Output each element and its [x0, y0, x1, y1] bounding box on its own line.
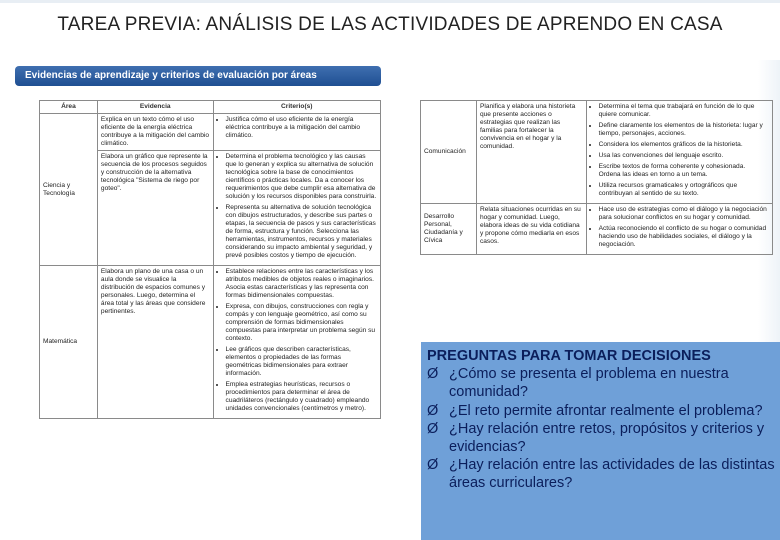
evidence-cell: Elabora un gráfico que represente la secuencia de los procesos seguidos y construcción de la alternativa tecnológica "Sistema de riego por goteo". — [97, 151, 213, 266]
evidence-cell: Relata situaciones ocurridas en su hogar y comunidad. Luego, elabora ideas de su vida cotidiana y propone cómo mediarla en esos casos. — [476, 204, 586, 255]
criterion-item: • Establece relaciones entre las características y los atributos medibles de objetos reales o imaginarios. Asocia estas características y las representa con formas bidimensionales compuestas. — [226, 268, 377, 300]
criteria-cell — [586, 101, 772, 204]
criteria-cell — [213, 266, 380, 419]
criterion-item: • Determina el tema que trabajará en función de lo que quiere comunicar. — [599, 103, 769, 119]
table-row — [40, 114, 381, 151]
question-item — [427, 456, 777, 492]
decision-questions-box — [421, 342, 780, 540]
criterion-item: • Emplea estrategias heurísticas, recursos o procedimientos para determinar el área de cuadriláteros (rectángulo y cuadrado) empleando unidades convencionales (centímetros y metro). — [226, 381, 377, 413]
header-area: Área — [40, 101, 98, 114]
area-cell: Ciencia y Tecnología — [40, 114, 98, 266]
question-item — [427, 365, 777, 401]
criterion-item: • Utiliza recursos gramaticales y ortográficos que contribuyan al sentido de su texto. — [599, 182, 769, 198]
criterion-item: • Define claramente los elementos de la historieta: lugar y tiempo, personajes, acciones. — [599, 122, 769, 138]
table-row — [421, 101, 773, 204]
area-cell: Comunicación — [421, 101, 477, 204]
criterion-item: • Determina el problema tecnológico y las causas que lo generan y explica su alternativa de solución tecnológica sobre la base de conocimientos científicos o prácticas locales. Da a conocer los requerimientos que debe cumplir esa alternativa de solución y los recursos disponibles para construirla. — [226, 153, 377, 201]
criterion-item: • Actúa reconociendo el conflicto de su hogar o comunidad haciendo uso de habilidades sociales, el diálogo y la negociación. — [599, 225, 769, 249]
table-header-row — [40, 101, 381, 114]
area-cell: Desarrollo Personal, Ciudadanía y Cívica — [421, 204, 477, 255]
criterion-item: • Considera los elementos gráficos de la historieta. — [599, 141, 769, 149]
top-accent-bar — [0, 0, 780, 3]
criterion-item: • Representa su alternativa de solución tecnológica con dibujos estructurados, y describe sus partes o etapas, la secuencia de pasos y sus características de forma, estructura y función. Selecciona las herramientas, instrumentos, recursos y materiales considerando su impacto ambiental y seguridad, y prevé posibles costos y tiempo de ejecución. — [226, 204, 377, 260]
criteria-cell — [213, 114, 380, 151]
evidence-criteria-table-right — [420, 100, 773, 255]
question-text: ¿Hay relación entre las actividades de las distintas áreas curriculares? — [449, 457, 775, 492]
question-text: ¿Cómo se presenta el problema en nuestra comunidad? — [449, 366, 729, 401]
evidence-cell: Explica en un texto cómo el uso eficiente de la energía eléctrica contribuye a la mitigación del cambio climático. — [97, 114, 213, 151]
question-item — [427, 420, 777, 456]
table-row — [40, 266, 381, 419]
header-criteria: Criterio(s) — [213, 101, 380, 114]
arrow-bullet-icon: Ø — [427, 402, 439, 419]
arrow-bullet-icon: Ø — [427, 457, 439, 474]
evidence-criteria-table-left — [39, 100, 381, 419]
questions-heading: PREGUNTAS PARA TOMAR DECISIONES — [427, 348, 711, 364]
table-row — [421, 204, 773, 255]
arrow-bullet-icon: Ø — [427, 420, 439, 437]
criterion-item: • Usa las convenciones del lenguaje escrito. — [599, 152, 769, 160]
criteria-cell — [213, 151, 380, 266]
criterion-item: • Lee gráficos que describen características, elementos o propiedades de las formas geométricas bidimensionales para extraer información. — [226, 346, 377, 378]
question-item — [427, 402, 777, 420]
criterion-item: • Hace uso de estrategias como el diálogo y la negociación para solucionar conflictos en su hogar y comunidad. — [599, 206, 769, 222]
evidence-cell: Elabora un plano de una casa o un aula donde se visualice la distribución de espacios comunes y personales. Luego, determina el área total y las áreas que considere pertinentes. — [97, 266, 213, 419]
criterion-item: • Expresa, con dibujos, construcciones con regla y compás y con lenguaje geométrico, así como su comprensión de formas bidimensionales compuestas para interpretar un problema según su contexto. — [226, 303, 377, 343]
question-text: ¿El reto permite afrontar realmente el problema? — [449, 402, 763, 419]
area-cell: Matemática — [40, 266, 98, 419]
criterion-item: • Escribe textos de forma coherente y cohesionada. Ordena las ideas en torno a un tema. — [599, 163, 769, 179]
question-text: ¿Hay relación entre retos, propósitos y criterios y evidencias? — [449, 420, 765, 456]
evidence-banner: Evidencias de aprendizaje y criterios de evaluación por áreas — [15, 66, 381, 86]
criterion-item: • Justifica cómo el uso eficiente de la energía eléctrica contribuye a la mitigación del cambio climático. — [226, 116, 377, 140]
header-evidence: Evidencia — [97, 101, 213, 114]
slide-title: TAREA PREVIA: ANÁLISIS DE LAS ACTIVIDADES DE APRENDO EN CASA — [57, 14, 723, 35]
criteria-cell — [586, 204, 772, 255]
arrow-bullet-icon: Ø — [427, 366, 439, 383]
evidence-cell: Planifica y elabora una historieta que presente acciones o estrategias que realizan las familias para fortalecer la convivencia en el hogar y la comunidad. — [476, 101, 586, 204]
